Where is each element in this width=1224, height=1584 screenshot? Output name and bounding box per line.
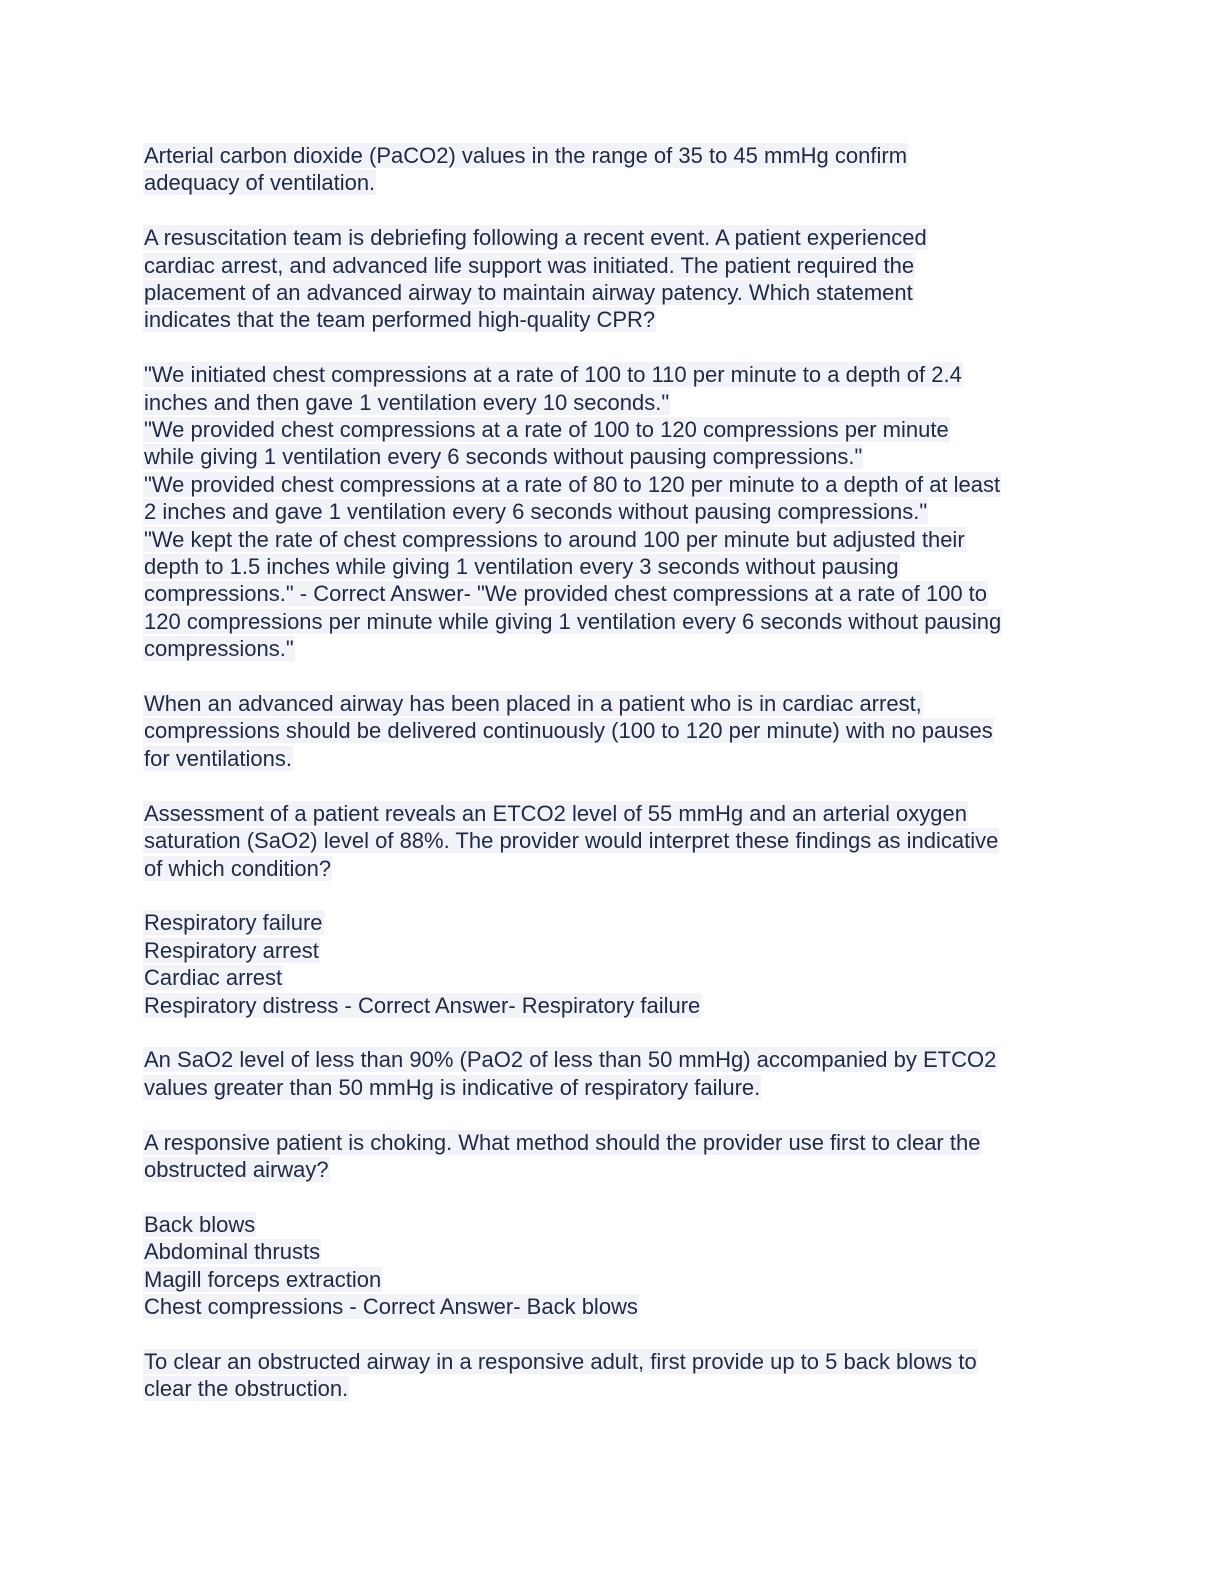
text-line: for ventilations. — [144, 745, 292, 771]
text-line: of which condition? — [144, 855, 332, 881]
text-line: Abdominal thrusts — [144, 1239, 321, 1265]
text-line: placement of an advanced airway to maintain airway patency. Which statement — [144, 280, 913, 306]
choking-options-list — [143, 1211, 1078, 1321]
text-line: indicates that the team performed high-quality CPR? — [144, 307, 656, 333]
paco2-explanation-paragraph — [143, 142, 1078, 197]
choking-explanation-paragraph — [143, 1348, 1078, 1403]
text-line: compressions should be delivered continuously (100 to 120 per minute) with no pauses — [144, 718, 993, 744]
cpr-question-paragraph — [143, 224, 1078, 334]
text-line: Arterial carbon dioxide (PaCO2) values in the range of 35 to 45 mmHg confirm — [144, 143, 908, 168]
text-line: A responsive patient is choking. What method should the provider use first to clear the — [144, 1129, 981, 1155]
text-line: compressions." - Correct Answer- "We provided chest compressions at a rate of 100 to — [144, 581, 988, 607]
text-line: Chest compressions - Correct Answer- Back blows — [144, 1293, 638, 1319]
text-line: Assessment of a patient reveals an ETCO2 level of 55 mmHg and an arterial oxygen — [144, 800, 967, 826]
text-line: A resuscitation team is debriefing following a recent event. A patient experienced — [144, 225, 927, 251]
text-line: An SaO2 level of less than 90% (PaO2 of less than 50 mmHg) accompanied by ETCO2 — [144, 1047, 997, 1073]
text-line: adequacy of ventilation. — [144, 170, 376, 196]
text-line: values greater than 50 mmHg is indicative of respiratory failure. — [144, 1074, 761, 1100]
document-page — [143, 142, 1078, 1430]
etco2-options-list — [143, 909, 1078, 1019]
cpr-explanation-paragraph — [143, 690, 1078, 772]
text-line: Respiratory distress - Correct Answer- Respiratory failure — [144, 992, 701, 1018]
text-line: obstructed airway? — [144, 1156, 329, 1182]
text-line: 120 compressions per minute while giving 1 ventilation every 6 seconds without pausing — [144, 608, 1002, 634]
text-line: "We kept the rate of chest compressions to around 100 per minute but adjusted their — [144, 526, 965, 552]
etco2-explanation-paragraph — [143, 1046, 1078, 1101]
text-line: compressions." — [144, 636, 294, 662]
text-line: To clear an obstructed airway in a responsive adult, first provide up to 5 back blows to — [144, 1348, 977, 1374]
text-line: Cardiac arrest — [144, 965, 283, 991]
text-line: while giving 1 ventilation every 6 seconds without pausing compressions." — [144, 444, 863, 470]
text-line: inches and then gave 1 ventilation every 10 seconds." — [144, 389, 670, 415]
text-line: Back blows — [144, 1211, 256, 1237]
text-line: Respiratory failure — [144, 910, 323, 936]
etco2-question-paragraph — [143, 800, 1078, 882]
text-line: 2 inches and gave 1 ventilation every 6 seconds without pausing compressions." — [144, 499, 928, 525]
text-line: "We initiated chest compressions at a rate of 100 to 110 per minute to a depth of 2.4 — [144, 362, 962, 388]
text-line: "We provided chest compressions at a rate of 80 to 120 per minute to a depth of at least — [144, 471, 1001, 497]
text-line: clear the obstruction. — [144, 1376, 349, 1402]
choking-question-paragraph — [143, 1129, 1078, 1184]
text-line: saturation (SaO2) level of 88%. The provider would interpret these findings as indicative — [144, 828, 999, 854]
cpr-options-list — [143, 361, 1078, 662]
text-line: When an advanced airway has been placed in a patient who is in cardiac arrest, — [144, 691, 922, 717]
text-line: depth to 1.5 inches while giving 1 ventilation every 3 seconds without pausing — [144, 554, 899, 580]
text-line: Magill forceps extraction — [144, 1266, 382, 1292]
text-line: cardiac arrest, and advanced life support was initiated. The patient required the — [144, 252, 915, 278]
text-line: "We provided chest compressions at a rate of 100 to 120 compressions per minute — [144, 417, 949, 443]
text-line: Respiratory arrest — [144, 937, 319, 963]
